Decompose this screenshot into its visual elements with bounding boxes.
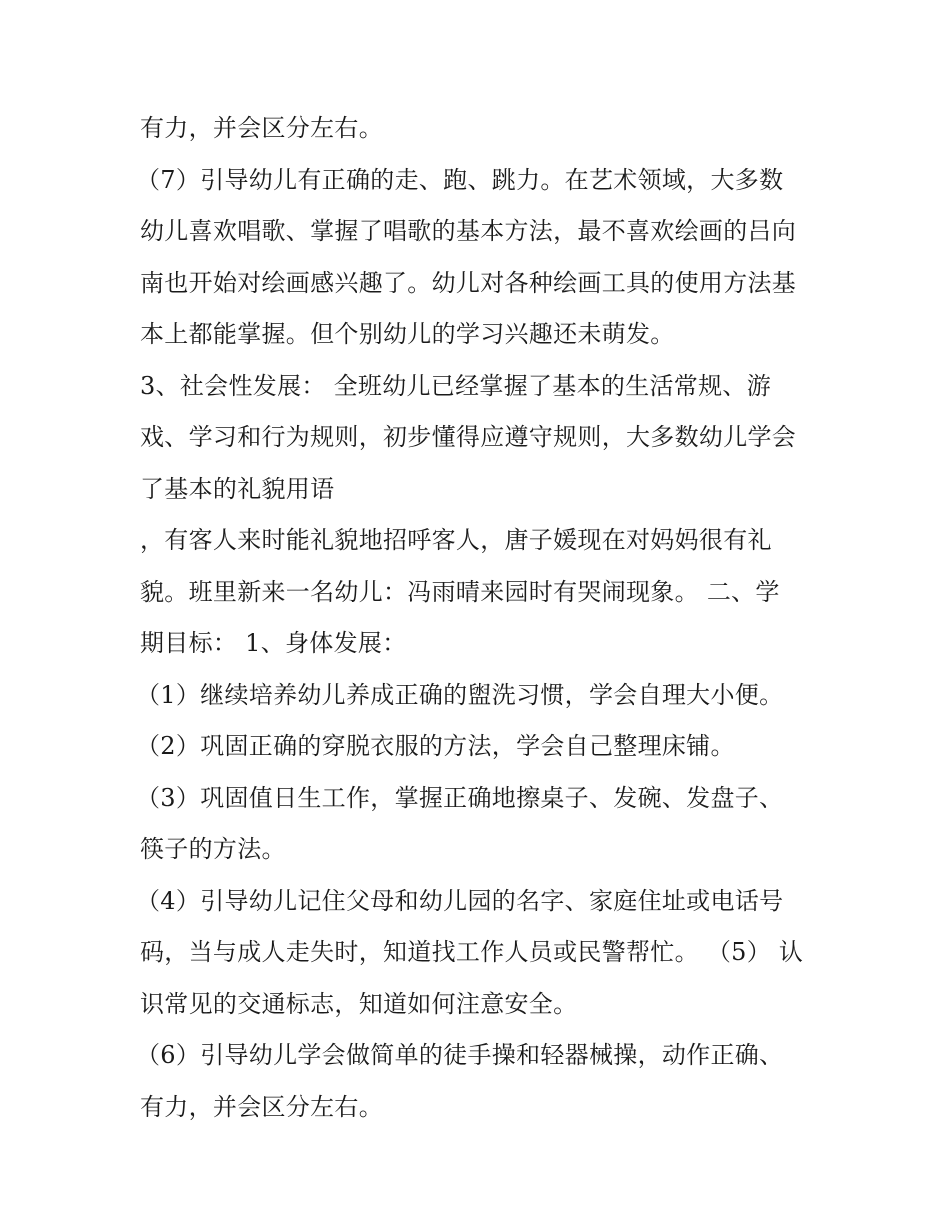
text-line-17: 码，当与成人走失时，知道找工作人员或民警帮忙。 （5） 认 bbox=[140, 938, 804, 966]
text-line-4: 南也开始对绘画感兴趣了。幼儿对各种绘画工具的使用方法基 bbox=[140, 268, 797, 297]
text-line-16: （4）引导幼儿记住父母和幼儿园的名字、家庭住址或电话号 bbox=[136, 886, 784, 915]
text-line-5: 本上都能掌握。但个别幼儿的学习兴趣还未萌发。 bbox=[140, 320, 675, 348]
text-line-11: 期目标： 1、身体发展： bbox=[140, 629, 407, 657]
text-line-20: 有力，并会区分左右。 bbox=[140, 1092, 383, 1121]
text-line-6: 3、社会性发展： 全班幼儿已经掌握了基本的生活常规、游 bbox=[140, 371, 771, 400]
text-line-2: （7）引导幼儿有正确的走、跑、跳力。在艺术领域，大多数 bbox=[136, 165, 784, 194]
text-line-10: 貌。班里新来一名幼儿：冯雨晴来园时有哭闹现象。 二、学 bbox=[140, 577, 780, 606]
text-line-18: 识常见的交通标志，知道如何注意安全。 bbox=[140, 989, 578, 1018]
document-body bbox=[136, 103, 820, 1133]
text-line-13: （2）巩固正确的穿脱衣服的方法，学会自己整理床铺。 bbox=[136, 732, 735, 760]
text-line-15: 筷子的方法。 bbox=[140, 835, 286, 863]
text-line-1: 有力，并会区分左右。 bbox=[140, 114, 383, 142]
text-line-8: 了基本的礼貌用语 bbox=[140, 474, 335, 503]
text-line-14: （3）巩固值日生工作，掌握正确地擦桌子、发碗、发盘子、 bbox=[136, 783, 784, 812]
text-line-12: （1）继续培养幼儿养成正确的盥洗习惯，学会自理大小便。 bbox=[136, 680, 784, 709]
text-line-7: 戏、学习和行为规则，初步懂得应遵守规则，大多数幼儿学会 bbox=[140, 423, 797, 451]
text-line-9: ，有客人来时能礼貌地招呼客人，唐子媛现在对妈妈很有礼 bbox=[140, 526, 772, 554]
text-line-3: 幼儿喜欢唱歌、掌握了唱歌的基本方法，最不喜欢绘画的吕向 bbox=[140, 217, 797, 245]
text-line-19: （6）引导幼儿学会做简单的徒手操和轻器械操，动作正确、 bbox=[136, 1041, 784, 1069]
